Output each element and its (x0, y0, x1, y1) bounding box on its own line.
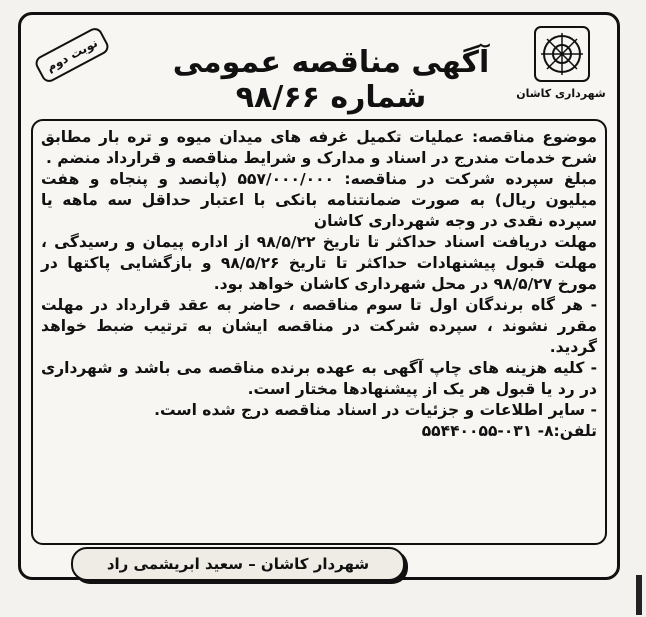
paragraph-deposit: مبلغ سپرده شرکت در مناقصه: ۵۵۷/۰۰۰/۰۰۰ (پانصد و پنجاه و هفت میلیون ریال) به صورت ضمانتنامه بانکی با اعتبار حداقل سه ماهه یا سپرده نقدی در وجه شهرداری کاشان (41, 170, 597, 230)
paragraph-costs: - کلیه هزینه های چاپ آگهی به عهده برنده مناقصه می باشد و شهرداری در رد یا قبول هر یک از پیشنهادها مختار است. (41, 359, 597, 398)
paragraph-deadlines: مهلت دریافت اسناد حداکثر تا تاریخ ۹۸/۵/۲۲ از اداره پیمان و رسیدگی ، مهلت قبول پیشنهادات حداکثر تا تاریخ ۹۸/۵/۲۶ و بازگشایی پاکتها در مورخ ۹۸/۵/۲۷ در محل شهرداری کاشان خواهد بود. (41, 233, 597, 293)
signature-box: شهردار کاشان – سعید ابریشمی راد (71, 547, 405, 581)
paragraph-subject: موضوع مناقصه: عملیات تکمیل غرفه های میدان میوه و تره بار مطابق شرح خدمات مندرج در اسناد و مدارک و شرایط مناقصه و قرارداد منضم . (41, 128, 597, 167)
phone-number: تلفن:۸- ۰۳۱-۵۵۴۴۰۰۵۵ (421, 422, 597, 440)
page-title: آگهی مناقصه عمومی شماره ۹۸/۶۶ (172, 45, 490, 115)
edge-mark (636, 575, 642, 615)
advertisement-body (31, 119, 607, 545)
municipality-logo-icon (533, 25, 591, 83)
paragraph-winners: - هر گاه برندگان اول تا سوم مناقصه ، حاضر به عقد قرارداد در مهلت مقرر نشوند ، سپرده شرکت در مناقصه ایشان به ترتیب ضبط خواهد گردید. (41, 296, 597, 356)
body-text (41, 127, 597, 442)
logo-caption: شهرداری کاشان (516, 87, 606, 100)
advertisement-frame (18, 12, 620, 580)
advertisement-header (21, 15, 617, 123)
edition-badge: نوبت دوم (33, 25, 111, 84)
paragraph-other-info: - سایر اطلاعات و جزئیات در اسناد مناقصه درج شده است. (154, 401, 597, 419)
